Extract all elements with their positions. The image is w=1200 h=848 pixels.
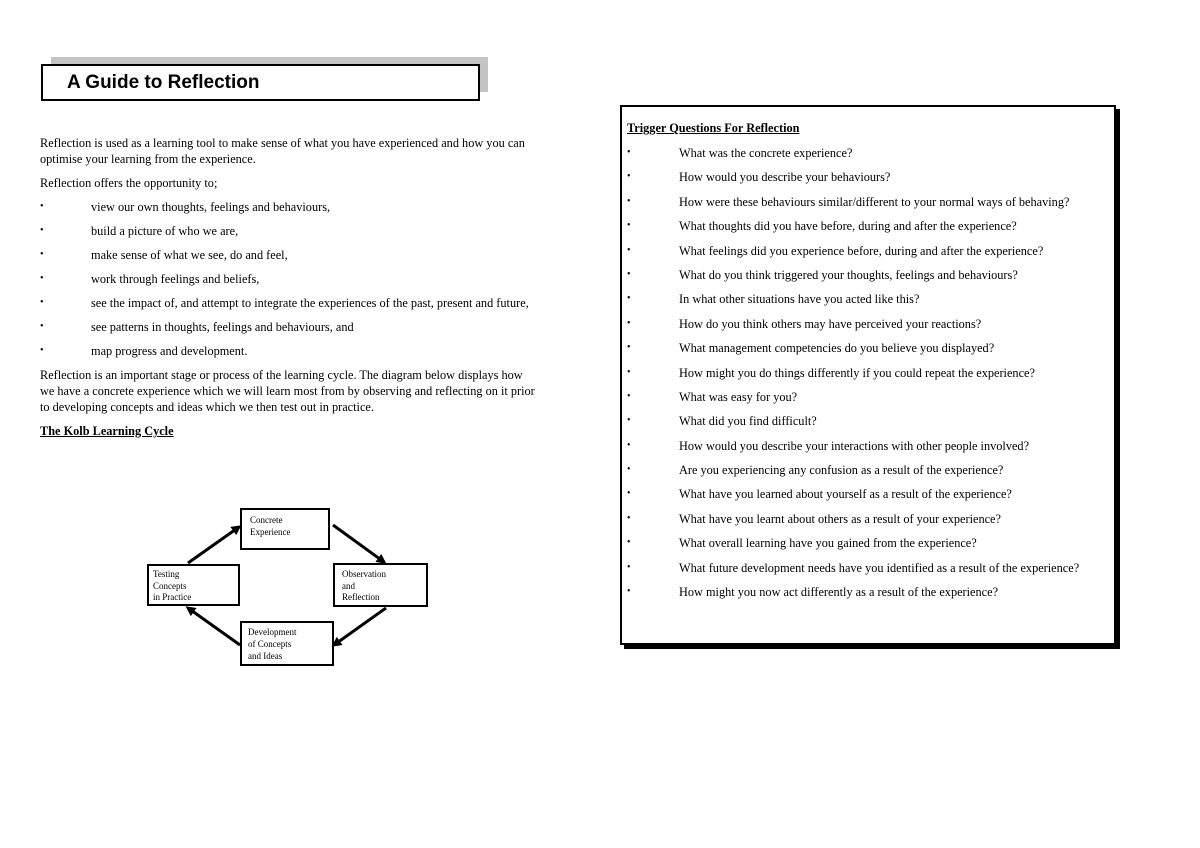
list-item: • What did you find difficult?	[627, 413, 1111, 429]
testing-label-1: Testing	[153, 569, 180, 579]
list-item: • What thoughts did you have before, during and after the experience?	[627, 218, 1111, 234]
list-item: • What was the concrete experience?	[627, 145, 1111, 161]
kolb-cycle-diagram	[140, 500, 440, 672]
list-item: • How might you now act differently as a result of the experience?	[627, 584, 1111, 600]
list-item: • build a picture of who we are,	[40, 223, 540, 239]
arrow-to-observation	[333, 525, 384, 562]
left-column	[40, 135, 540, 447]
arrow-to-concrete	[188, 527, 239, 563]
development-label-2: of Concepts	[248, 639, 292, 649]
offers-list	[40, 199, 540, 359]
concrete-label-1: Concrete	[250, 515, 283, 525]
kolb-heading: The Kolb Learning Cycle	[40, 424, 174, 438]
title-box	[41, 64, 480, 101]
concrete-label-2: Experience	[250, 527, 291, 537]
trigger-questions-content	[627, 120, 1111, 608]
list-item: • What was easy for you?	[627, 389, 1111, 405]
list-item: • make sense of what we see, do and feel,	[40, 247, 540, 263]
observation-label-1: Observation	[342, 569, 386, 579]
list-item: • What have you learned about yourself as a result of the experience?	[627, 486, 1111, 502]
list-item: • How would you describe your interactions with other people involved?	[627, 438, 1111, 454]
development-label-1: Development	[248, 627, 297, 637]
list-item: • see the impact of, and attempt to integrate the experiences of the past, present and future,	[40, 295, 540, 311]
list-item: • How might you do things differently if you could repeat the experience?	[627, 365, 1111, 381]
list-item: • What future development needs have you identified as a result of the experience?	[627, 560, 1111, 576]
list-item: • Are you experiencing any confusion as a result of the experience?	[627, 462, 1111, 478]
testing-label-2: Concepts	[153, 581, 187, 591]
trigger-questions-box	[620, 105, 1116, 645]
list-item: • map progress and development.	[40, 343, 540, 359]
list-item: • What overall learning have you gained from the experience?	[627, 535, 1111, 551]
testing-label-3: in Practice	[153, 592, 192, 602]
list-item: • What have you learnt about others as a result of your experience?	[627, 511, 1111, 527]
cycle-paragraph: Reflection is an important stage or process of the learning cycle. The diagram below displays how we have a concrete experience which we will learn most from by observing and reflecting on it prior to developing concepts and ideas which we then test out in practice.	[40, 368, 535, 414]
offers-lead: Reflection offers the opportunity to;	[40, 176, 218, 190]
list-item: • work through feelings and beliefs,	[40, 271, 540, 287]
list-item: • view our own thoughts, feelings and behaviours,	[40, 199, 540, 215]
list-item: • What feelings did you experience before, during and after the experience?	[627, 243, 1111, 259]
questions-heading: Trigger Questions For Reflection	[627, 121, 800, 135]
observation-label-3: Reflection	[342, 592, 380, 602]
list-item: • How do you think others may have perceived your reactions?	[627, 316, 1111, 332]
list-item: • In what other situations have you acted like this?	[627, 291, 1111, 307]
observation-label-2: and	[342, 581, 355, 591]
list-item: • see patterns in thoughts, feelings and behaviours, and	[40, 319, 540, 335]
page-title: A Guide to Reflection	[67, 72, 260, 93]
questions-list	[627, 145, 1111, 600]
arrow-to-testing	[188, 608, 240, 645]
list-item: • How would you describe your behaviours?	[627, 169, 1111, 185]
list-item: • How were these behaviours similar/different to your normal ways of behaving?	[627, 194, 1111, 210]
development-label-3: and Ideas	[248, 651, 283, 661]
arrow-to-development	[334, 608, 386, 645]
intro-paragraph: Reflection is used as a learning tool to make sense of what you have experienced and how you can optimise your learning from the experience.	[40, 136, 525, 166]
list-item: • What do you think triggered your thoughts, feelings and behaviours?	[627, 267, 1111, 283]
list-item: • What management competencies do you believe you displayed?	[627, 340, 1111, 356]
